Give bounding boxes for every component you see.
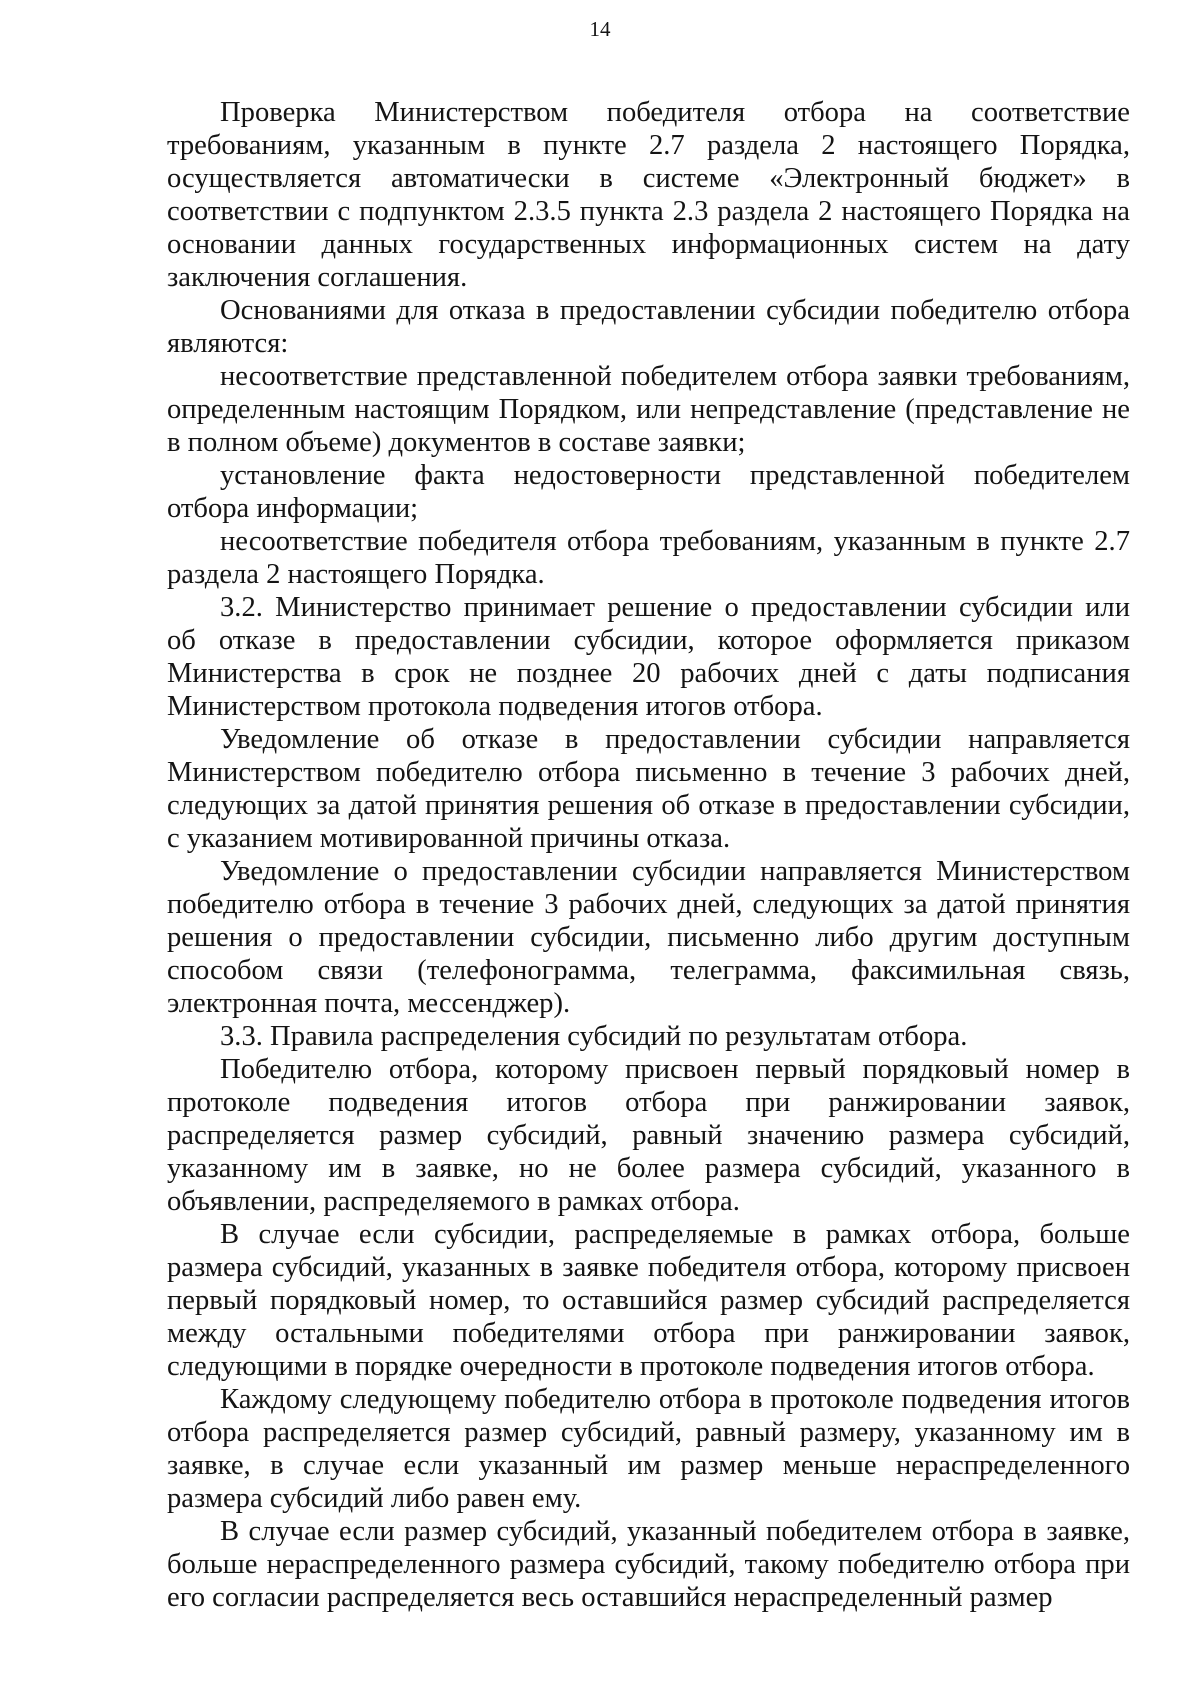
paragraph-section-3-3: 3.3. Правила распределения субсидий по результатам отбора. [220, 1021, 968, 1052]
list-item-nonconformity-application: несоответствие представленной победителем отбора заявки требованиям, определенным настоящим Порядком, или непредставление (представление не в полном объеме) документов в составе заявки; [167, 361, 1130, 458]
paragraph-remaining-distribution: В случае если субсидии, распределяемые в рамках отбора, больше размера субсидий, указанных в заявке победителя отбора, которому присвоен первый порядковый номер, то оставшийся размер субсидий распределяется между остальными победителями отбора при ранжировании заявок, следующими в порядке очередности в протоколе подведения итогов отбора. [167, 1219, 1130, 1382]
list-item-nonconformity-winner: несоответствие победителя отбора требованиям, указанным в пункте 2.7 раздела 2 настоящего Порядка. [167, 526, 1130, 590]
paragraph-grant-notice: Уведомление о предоставлении субсидии направляется Министерством победителю отбора в течение 3 рабочих дней, следующих за датой принятия решения о предоставлении субсидии, письменно либо другим доступным способом связи (телефонограмма, телеграмма, факсимильная связь, электронная почта, мессенджер). [167, 856, 1130, 1019]
paragraph-refusal-grounds: Основаниями для отказа в предоставлении субсидии победителю отбора являются: [167, 295, 1130, 359]
paragraph-excess-amount: В случае если размер субсидий, указанный победителем отбора в заявке, больше нераспределенного размера субсидий, такому победителю отбора при его согласии распределяется весь оставшийся нераспределенный размер [167, 1516, 1130, 1613]
paragraph-verification: Проверка Министерством победителя отбора на соответствие требованиям, указанным в пункте 2.7 раздела 2 настоящего Порядка, осуществляется автоматически в системе «Электронный бюджет» в соответствии с подпунктом 2.3.5 пункта 2.3 раздела 2 настоящего Порядка на основании данных государственных информационных систем на дату заключения соглашения. [167, 97, 1130, 293]
document-body [167, 96, 1130, 1614]
paragraph-next-winner: Каждому следующему победителю отбора в протоколе подведения итогов отбора распределяется размер субсидий, равный размеру, указанному им в заявке, в случае если указанный им размер меньше нераспределенного размера субсидий либо равен ему. [167, 1384, 1130, 1514]
paragraph-section-3-2: 3.2. Министерство принимает решение о предоставлении субсидии или об отказе в предоставлении субсидии, которое оформляется приказом Министерства в срок не позднее 20 рабочих дней с даты подписания Министерством протокола подведения итогов отбора. [167, 592, 1130, 722]
list-item-false-information: установление факта недостоверности представленной победителем отбора информации; [167, 460, 1130, 524]
paragraph-first-winner: Победителю отбора, которому присвоен первый порядковый номер в протоколе подведения итогов отбора при ранжировании заявок, распределяется размер субсидий, равный значению размера субсидий, указанному им в заявке, но не более размера субсидий, указанного в объявлении, распределяемого в рамках отбора. [167, 1054, 1130, 1217]
paragraph-refusal-notice: Уведомление об отказе в предоставлении субсидии направляется Министерством победителю отбора письменно в течение 3 рабочих дней, следующих за датой принятия решения об отказе в предоставлении субсидии, с указанием мотивированной причины отказа. [167, 724, 1130, 854]
page-number: 14 [589, 17, 611, 41]
